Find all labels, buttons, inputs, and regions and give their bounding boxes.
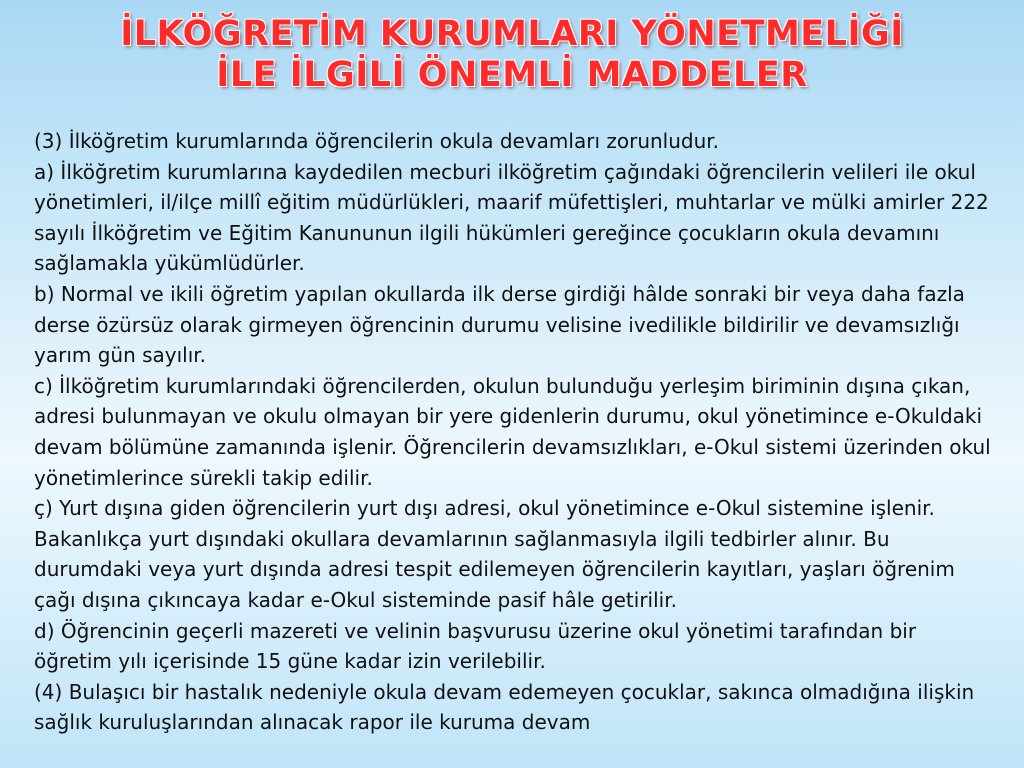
slide-body-text [34, 126, 1000, 738]
paragraph-c: c) İlköğretim kurumlarındaki öğrencilerden, okulun bulunduğu yerleşim biriminin dışına çıkan, adresi bulunmayan ve okulu olmayan bir yere gidenlerin durumu, okul yönetimince e-Okuldaki devam bölümüne zamanında işlenir. Öğrencilerin devamsızlıkları, e-Okul sistemi üzerinden okul yönetimlerince sürekli takip edilir. [34, 373, 991, 490]
paragraph-b: b) Normal ve ikili öğretim yapılan okullarda ilk derse girdiği hâlde sonraki bir veya daha fazla derse özürsüz olarak girmeyen öğrencinin durumu velisine ivedilikle bildirilir ve devamsızlığı yarım gün sayılır. [34, 281, 965, 368]
slide-title-line-1: İLKÖĞRETİM KURUMLARI YÖNETMELİĞİ [120, 14, 904, 54]
paragraph-3-intro: (3) İlköğretim kurumlarında öğrencilerin okula devamları zorunludur. [34, 129, 720, 153]
paragraph-d: d) Öğrencinin geçerli mazereti ve velinin başvurusu üzerine okul yönetimi tarafından bir öğretim yılı içerisinde 15 güne kadar izin verilebilir. [34, 618, 917, 674]
slide-title-line-2: İLE İLGİLİ ÖNEMLİ MADDELER [216, 55, 808, 95]
paragraph-a: a) İlköğretim kurumlarına kaydedilen mecburi ilköğretim çağındaki öğrencilerin velileri ile okul yönetimleri, il/ilçe millî eğitim müdürlükleri, maarif müfettişleri, muhtarlar ve mülki amirler 222 sayılı İlköğretim ve Eğitim Kanununun ilgili hükümleri gereğince çocukların okula devamını sağlamakla yükümlüdürler. [34, 159, 989, 276]
paragraph-4-intro: (4) Bulaşıcı bir hastalık nedeniyle okula devam edemeyen çocuklar, sakınca olmadığına ilişkin sağlık kuruluşlarından alınacak rapor ile kuruma devam [34, 679, 975, 735]
slide-title [0, 14, 1024, 96]
paragraph-c-cedilla: ç) Yurt dışına giden öğrencilerin yurt dışı adresi, okul yönetimince e-Okul sistemine işlenir. Bakanlıkça yurt dışındaki okullara devamlarının sağlanmasıyla ilgili tedbirler alınır. Bu durumdaki veya yurt dışında adresi tespit edilemeyen öğrencilerin kayıtları, yaşları öğrenim çağı dışına çıkıncaya kadar e-Okul sisteminde pasif hâle getirilir. [34, 496, 955, 612]
